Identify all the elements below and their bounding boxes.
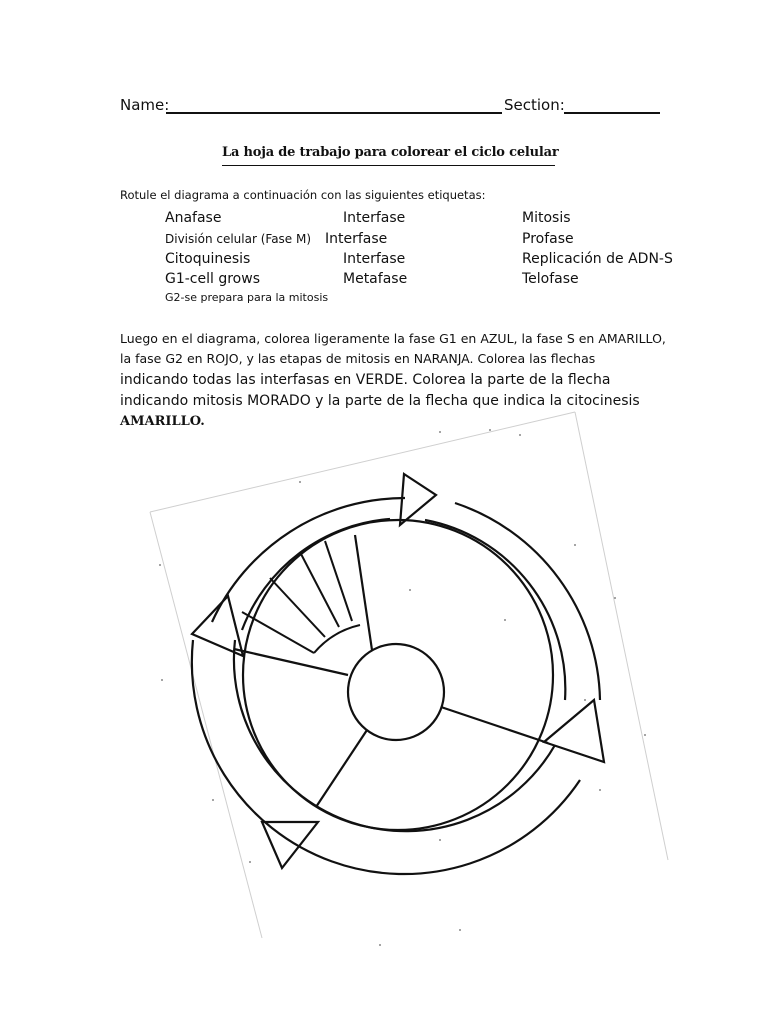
- worksheet-title: La hoja de trabajo para colorear el ciclo celular: [222, 145, 559, 160]
- label-item: Anafase: [165, 210, 222, 226]
- label-item: Interfase: [325, 231, 388, 247]
- label-item: G1-cell grows: [165, 271, 260, 287]
- label-item: Replicación de ADN-S: [522, 251, 673, 267]
- intro-text: Rotule el diagrama a continuación con las siguientes etiquetas:: [120, 188, 486, 202]
- label-item: Interfase: [343, 251, 406, 267]
- instruction-line: la fase G2 en ROJO, y las etapas de mitosis en NARANJA. Colorea las flechas: [120, 351, 596, 366]
- instruction-line: indicando todas las interfasas en VERDE. Colorea la parte de la flecha: [120, 372, 611, 388]
- label-item: Interfase: [343, 210, 406, 226]
- label-item: Telofase: [522, 271, 579, 287]
- section-label: Section:: [504, 96, 565, 114]
- instruction-line: Luego en el diagrama, colorea ligeramente la fase G1 en AZUL, la fase S en AMARILLO,: [120, 331, 666, 346]
- label-item: Profase: [522, 231, 574, 247]
- name-label: Name:: [120, 96, 170, 114]
- cycle-center-circle: [348, 644, 444, 740]
- label-item: G2-se prepara para la mitosis: [165, 291, 329, 304]
- label-item: Metafase: [343, 271, 408, 287]
- instruction-line: indicando mitosis MORADO y la parte de la flecha que indica la citocinesis: [120, 393, 640, 409]
- label-item: Citoquinesis: [165, 251, 251, 267]
- instruction-line: AMARILLO.: [120, 414, 205, 429]
- label-item: Mitosis: [522, 210, 571, 226]
- label-item: División celular (Fase M): [165, 232, 312, 246]
